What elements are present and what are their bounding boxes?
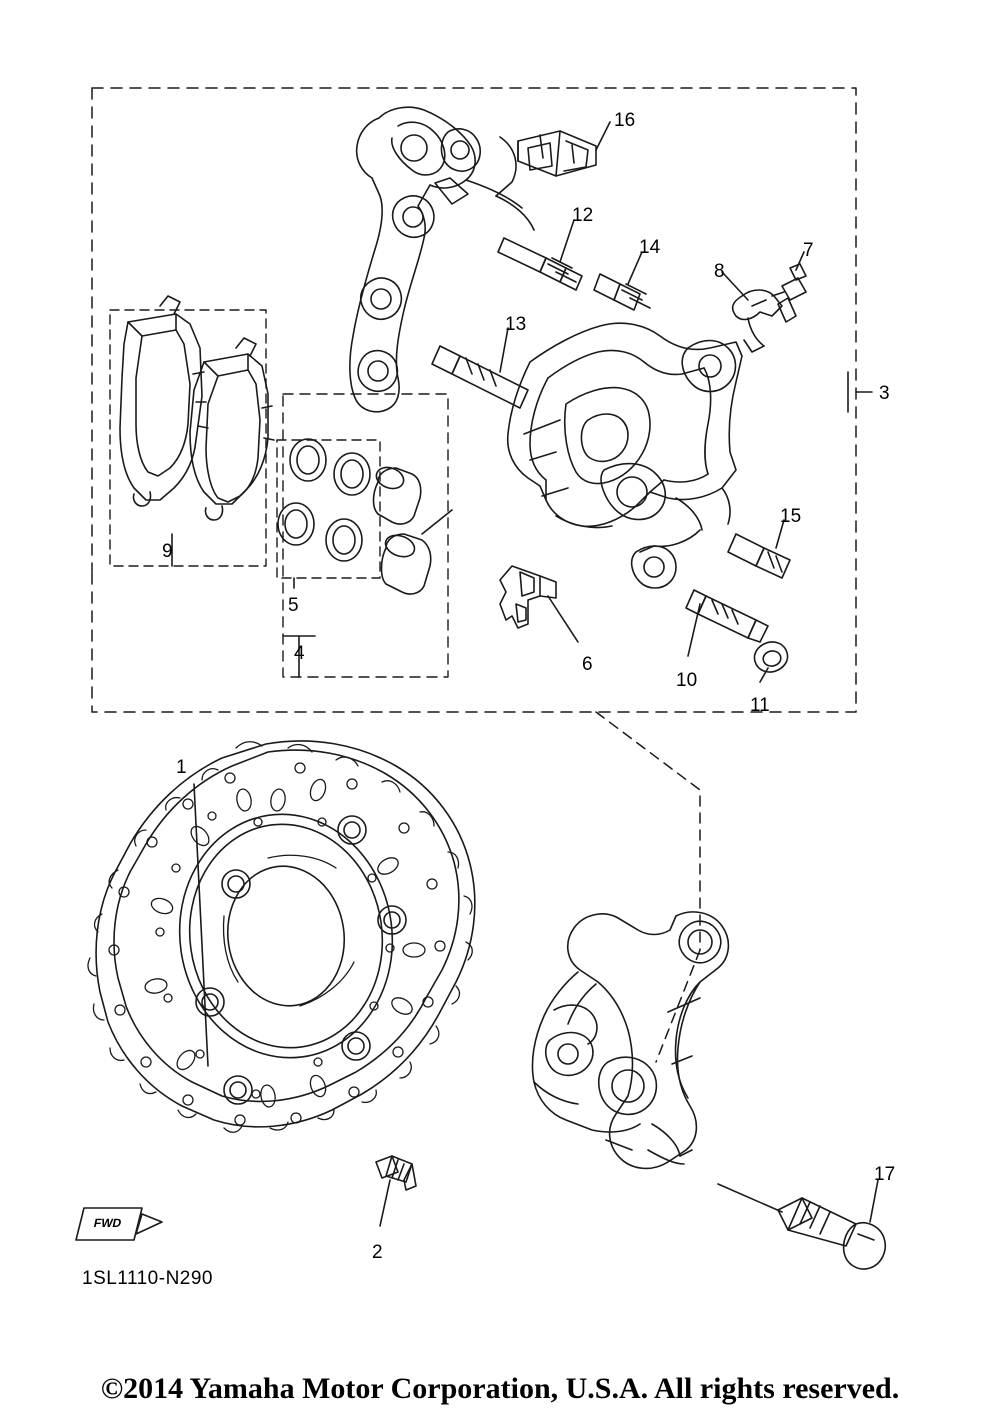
callout-8: 8 xyxy=(714,261,725,282)
part-2-disc-bolt xyxy=(376,1156,416,1190)
group-boundary-5 xyxy=(277,440,380,578)
part-9-brake-pads xyxy=(120,296,274,520)
part-17-bolt xyxy=(718,1184,885,1269)
callout-leader-6 xyxy=(548,596,578,642)
part-13-pad-pin xyxy=(432,346,528,408)
callout-leader-1 xyxy=(194,784,208,1066)
copyright-notice: ©2014 Yamaha Motor Corporation, U.S.A. All rights reserved. xyxy=(100,1372,900,1405)
callout-3: 3 xyxy=(879,383,890,404)
callout-leader-16 xyxy=(596,122,610,150)
callout-7: 7 xyxy=(803,240,814,261)
callout-9: 9 xyxy=(162,541,173,562)
assembly-guide-line xyxy=(596,712,700,1062)
part-14-bolt xyxy=(594,274,650,310)
part-8-union-bolt xyxy=(733,290,784,352)
part-code: 1SL1110-N290 xyxy=(82,1268,214,1289)
part-15-bolt xyxy=(728,534,790,578)
callout-13: 13 xyxy=(505,314,527,335)
callout-14: 14 xyxy=(639,237,661,258)
part-16-pad-shim xyxy=(518,131,596,176)
caliper-body xyxy=(508,323,742,588)
part-10-bolt xyxy=(686,590,768,642)
callout-4: 4 xyxy=(294,643,305,664)
part-11-washer xyxy=(754,642,787,672)
part-5-piston-seal-kit xyxy=(278,439,370,561)
callout-17: 17 xyxy=(874,1164,896,1185)
callout-leader-2 xyxy=(380,1180,390,1226)
callout-15: 15 xyxy=(780,506,802,527)
caliper-bracket xyxy=(350,107,534,412)
fork-leg xyxy=(532,912,728,1168)
callout-16: 16 xyxy=(614,110,636,131)
part-12-bolt xyxy=(498,238,582,290)
callout-bracket-3 xyxy=(848,372,872,412)
part-6-pad-spring xyxy=(500,566,556,628)
callout-10: 10 xyxy=(676,670,698,691)
group-boundary-3 xyxy=(92,88,856,712)
fwd-label: FWD xyxy=(92,1216,123,1230)
callout-6: 6 xyxy=(582,654,593,675)
callout-1: 1 xyxy=(176,757,187,778)
callout-11: 11 xyxy=(750,695,770,716)
callout-5: 5 xyxy=(288,595,299,616)
callout-leader-17 xyxy=(870,1180,878,1222)
callout-12: 12 xyxy=(572,205,594,226)
part-1-brake-disc xyxy=(88,741,475,1132)
group-boundary-4 xyxy=(283,394,448,677)
part-4-pistons xyxy=(373,464,430,594)
callout-leader-8 xyxy=(722,272,748,300)
group-boundary-9 xyxy=(110,310,266,566)
callout-2: 2 xyxy=(372,1242,383,1263)
